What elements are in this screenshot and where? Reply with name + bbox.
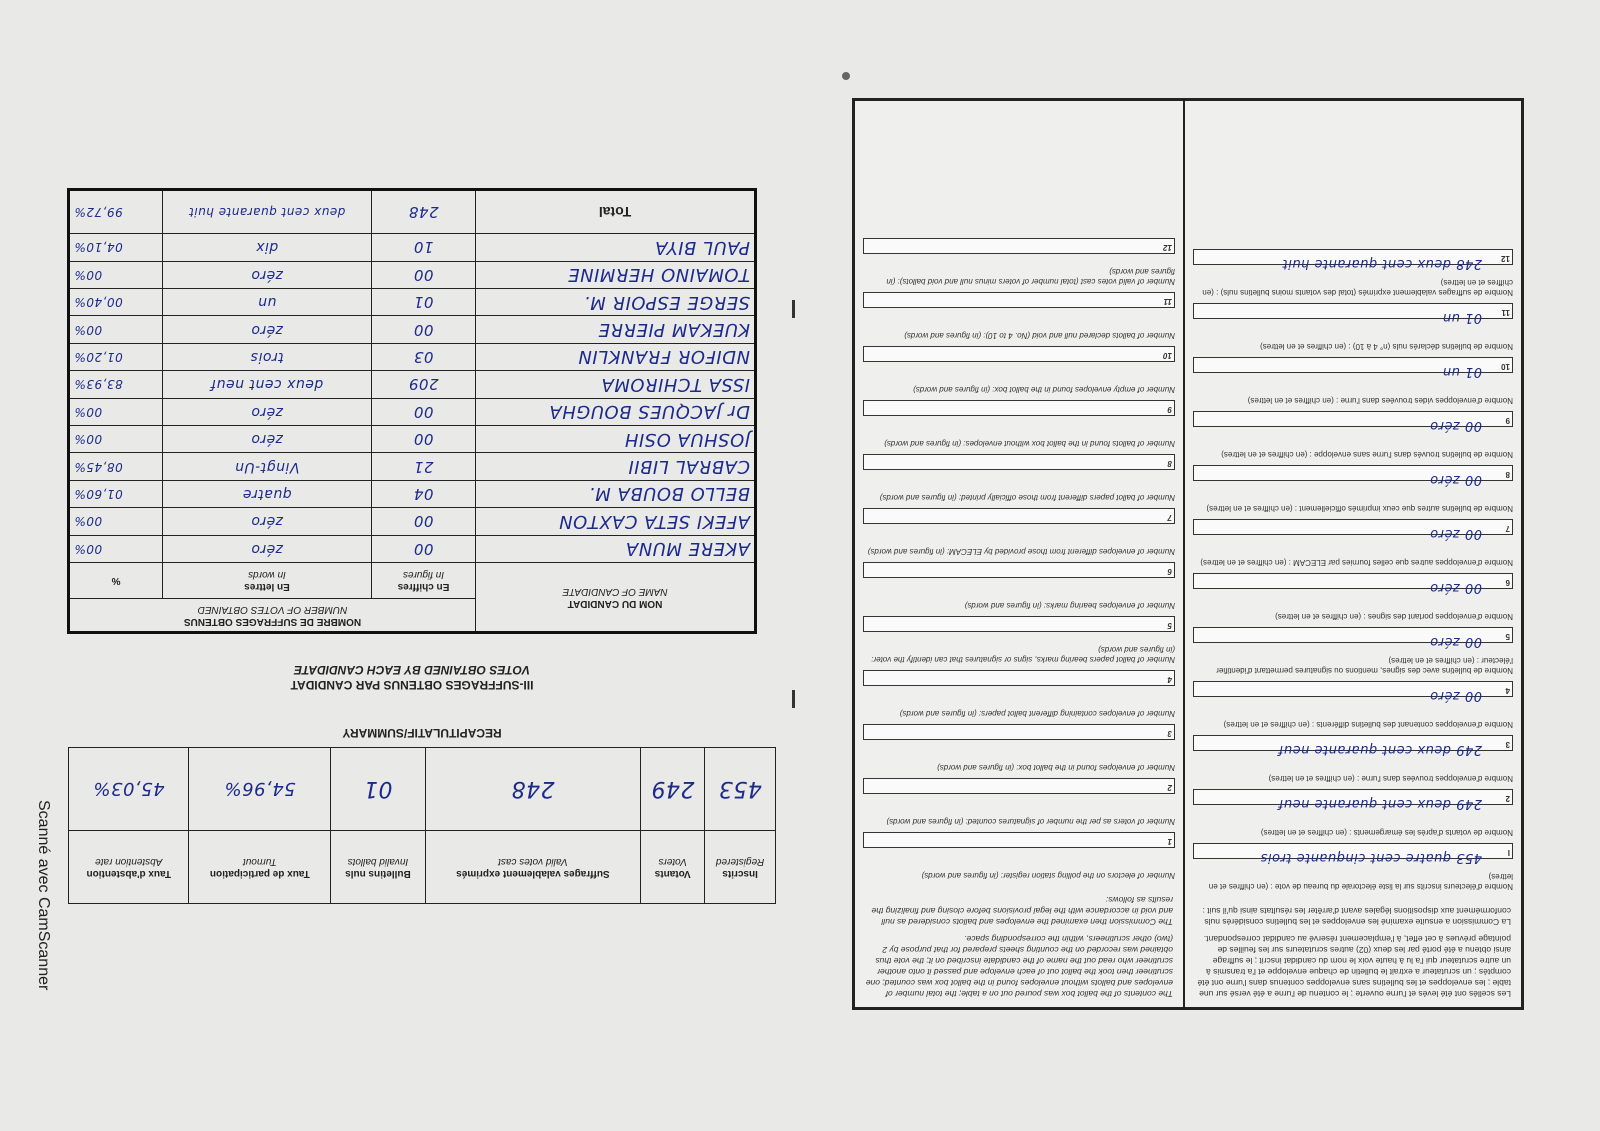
form-intro-en-p1: The contents of the ballot box was poured out on a table; the total number of envelopes and ballots without envelopes found in the ballot box was counted; one scrutineer then took the ballot out of each envelope and passed it onto another scrutineer who read out the name of the candidate inscribed on it; the vote thus obtained was recorded on the counting sheets prepared for that purpose by 2 (two) other scrutineers, within the corresponding space. [865,934,1173,999]
scan-dot [842,72,850,80]
form-item [1193,351,1513,405]
form-item-code: 5 [1505,632,1510,641]
candidates-title-en: VOTES OBTAINED BY EACH CANDIDATE [294,663,531,677]
candidate-pct: 00% [69,261,163,288]
form-item-code: 1 [1167,837,1172,846]
form-item-text: Number of voters as per the number of signatures counted: (in figures and words) [886,817,1175,826]
form-item-box [863,778,1175,794]
candidate-figures: 21 [372,453,476,480]
col-figures-header [372,563,476,599]
form-item-code: 10 [1163,351,1172,360]
form-item-box [1193,573,1513,595]
candidate-name: AKERE MUNA [476,535,756,562]
summary-header-turnout [189,831,331,904]
candidate-figures: 00 [372,535,476,562]
total-words: deux cent quarante huit [163,190,372,234]
form-item-code: 4 [1505,686,1510,695]
summary-header-fr: Taux de participation [209,868,310,879]
form-item-box [863,400,1175,416]
candidate-figures: 00 [372,508,476,535]
candidate-pct: 04,10% [69,234,163,262]
candidate-words: zéro [163,398,372,425]
table-row [69,371,756,398]
form-item [863,556,1175,610]
form-item-code: 7 [1505,524,1510,533]
candidate-name: AFEKI SETA CAXTON [476,508,756,535]
scan-mark [792,690,795,708]
table-row [69,288,756,315]
form-item-box [863,238,1175,254]
summary-value-turnout: 54,96% [189,748,331,831]
form-item-box [863,346,1175,362]
form-item-text: Nombre de bulletins déclarés nuls (n° 4 à 10) : (en chiffres et en lettres) [1260,342,1513,351]
col-letters-en: In words [248,569,286,581]
form-item-box [863,832,1175,848]
form-item-code: 12 [1501,254,1510,263]
form-item-answer: 453 quatre cent cinquante trois [1260,850,1482,865]
total-row [69,190,756,234]
table-row [69,508,756,535]
form-item-answer: 01 un [1442,310,1482,325]
form-item [863,502,1175,556]
summary-header-en: Valid votes cast [498,856,568,867]
summary-header-registered [705,831,776,904]
col-name-header [476,563,756,633]
candidate-name: NDIFOR FRANKLIN [476,343,756,370]
form-item [863,826,1175,880]
summary-header-fr: Bulletins nuls [345,868,411,879]
form-item-text: Number of electors on the polling station register: (in figures and words) [921,871,1175,880]
form-item-text: Number of ballot papers different from those officially printed: (in figures and words) [879,493,1175,502]
form-item-text: Nombre d'enveloppes autres que celles fournies par ELECAM : (en chiffres et en lettres) [1200,558,1513,567]
form-item-box [863,454,1175,470]
candidate-pct: 00% [69,508,163,535]
form-intro-fr-p2: La Commission a ensuite examiné les enveloppes et les bulletins considérés nuls conformément aux dispositions légales avant d'arrêter les résultats ainsi qu'il suit : [1202,906,1511,927]
summary-header-en: Registered [715,856,765,867]
form-item-text: Number of ballots declared null and void (No. 4 to 10): (in figures and words) [904,331,1175,340]
form-item-code: 2 [1167,783,1172,792]
form-item [863,340,1175,394]
candidate-words: deux cent neuf [163,371,372,398]
col-votes-fr: NOMBRE DE SUFFRAGES OBTENUS [183,616,362,627]
form-item-answer: 249 deux cent quarante neuf [1278,742,1482,757]
form-item [863,718,1175,772]
form-intro-fr [1185,891,1521,1007]
candidate-figures: 04 [372,480,476,507]
form-item-code: 4 [1167,675,1172,684]
form-item-code: 2 [1505,794,1510,803]
form-item-text: Nombre d'enveloppes contenant des bulletins différents : (en chiffres et en lettres) [1223,720,1513,729]
form-item [863,772,1175,826]
form-item-code: 8 [1167,459,1172,468]
table-row [69,316,756,343]
candidate-figures: 00 [372,398,476,425]
col-pct-header: % [69,563,163,599]
candidate-name: CABRAL LIBII [476,453,756,480]
form-item-code: 11 [1163,297,1172,306]
form-item [863,610,1175,664]
form-item-code: 8 [1505,470,1510,479]
form-item-code: 9 [1505,416,1510,425]
form-item-answer: 249 deux cent quarante neuf [1278,796,1482,811]
form-intro-en-p2: The Commission then examined the envelopes and ballots considered as null and void in accordance with the legal provisions before closing and finalizing the results as follows: [871,895,1173,927]
form-item-box [1193,627,1513,649]
candidate-words: zéro [163,508,372,535]
form-item-text: Number of empty envelopes found in the ballot box: (in figures and words) [913,385,1175,394]
scrutiny-form [852,98,1524,1010]
candidate-figures: 00 [372,425,476,452]
form-item-box [863,670,1175,686]
summary-value-registered: 453 [705,748,776,831]
total-figures: 248 [372,190,476,234]
form-item-text: Nombre de bulletins autres que ceux imprimés officiellement : (en chiffres et en lettres) [1206,504,1513,513]
form-item [863,394,1175,448]
form-item-code: 7 [1167,513,1172,522]
form-item-code: I [1507,848,1510,857]
summary-value-row [69,748,776,831]
summary-header-fr: Suffrages valablement exprimés [456,868,610,879]
candidate-name: SERGE ESPOIR M. [476,288,756,315]
form-item-code: 9 [1167,405,1172,414]
form-item-box [863,292,1175,308]
summary-value-valid: 248 [425,748,641,831]
table-row [69,535,756,562]
form-item-code: 3 [1167,729,1172,738]
candidate-words: Vingt-Un [163,453,372,480]
form-item-code: 6 [1505,578,1510,587]
col-letters-header [163,563,372,599]
form-item-box [1193,735,1513,757]
summary-value-invalid: 01 [331,748,425,831]
candidate-pct: 00% [69,535,163,562]
col-figures-en: In figures [402,569,445,581]
form-item-answer: 00 zéro [1429,580,1482,595]
table-row [69,261,756,288]
candidate-pct: 00% [69,316,163,343]
form-item [863,232,1175,286]
table-row [69,343,756,370]
form-item [1193,297,1513,351]
form-item-text: Number of envelopes containing different ballot papers: (in figures and words) [899,709,1175,718]
form-item-text: Number of envelopes found in the ballot box: (in figures and words) [937,763,1175,772]
camscanner-watermark: Scanné avec CamScanner [35,800,52,991]
summary-header-fr: Taux d'abstention [86,868,171,879]
candidate-figures: 00 [372,316,476,343]
form-item [1193,837,1513,891]
table-row [69,453,756,480]
candidate-pct: 08,45% [69,453,163,480]
total-pct: 99,72% [69,190,163,234]
form-intro-en [855,880,1183,1007]
col-votes-header [69,599,476,633]
candidate-figures: 10 [372,234,476,262]
total-label: Total [476,190,756,234]
form-item-text: Nombre de bulletins trouvés dans l'urne sans enveloppe : (en chiffres et en lettres) [1221,450,1513,459]
form-item-code: 12 [1163,243,1172,252]
form-item-box [1193,843,1513,865]
form-item-box [1193,789,1513,811]
form-item [863,664,1175,718]
summary-header-invalid [331,831,425,904]
summary-header-en: Abstention rate [95,856,163,867]
summary-header-valid [425,831,641,904]
form-item-text: Nombre d'enveloppes trouvées dans l'urne : (en chiffres et en lettres) [1268,774,1513,783]
form-item-answer: 00 zéro [1429,688,1482,703]
form-item-text: Nombre de suffrages valablement exprimés (total des votants moins bulletins nuls) : (en chiffres et en lettres) [1202,278,1513,297]
col-name-fr: NOM DU CANDIDAT [567,598,663,609]
summary-header-row [69,831,776,904]
form-items-en [855,232,1183,880]
table-row [69,480,756,507]
form-item [1193,783,1513,837]
candidate-figures: 01 [372,288,476,315]
form-item-box [1193,303,1513,325]
form-item-text: Nombre de votants d'après les émargements : (en chiffres et en lettres) [1260,828,1513,837]
candidate-name: JOSHUA OSIH [476,425,756,452]
form-item [863,448,1175,502]
form-column-en [855,101,1183,1007]
form-item-box [863,508,1175,524]
candidates-title [67,662,757,692]
candidate-words: zéro [163,535,372,562]
candidate-name: PAUL BIYA [476,234,756,262]
form-items-fr [1185,243,1521,891]
col-votes-en: NUMBER OF VOTES OBTAINED [197,604,348,615]
candidate-pct: 00,40% [69,288,163,315]
candidate-figures: 03 [372,343,476,370]
form-item-code: 11 [1501,308,1510,317]
candidate-words: zéro [163,316,372,343]
form-item [1193,243,1513,297]
form-item-box [1193,465,1513,487]
form-item [863,286,1175,340]
form-item-box [1193,681,1513,703]
form-item [1193,567,1513,621]
form-item-box [863,724,1175,740]
summary-header-voters [641,831,705,904]
summary-value-voters: 249 [641,748,705,831]
candidate-words: trois [163,343,372,370]
form-column-fr [1183,101,1521,1007]
candidate-name: TOMAINO HERMINE [476,261,756,288]
summary-header-en: Voters [658,856,687,867]
candidate-name: ISSA TCHIROMA [476,371,756,398]
form-item-box [1193,411,1513,433]
summary-header-en: Invalid ballots [347,856,409,867]
form-item [1193,621,1513,675]
form-item-text: Number of ballot papers bearing marks, signs or signatures that can identify the voter: (in figures and words) [871,645,1175,664]
table-row [69,398,756,425]
form-item-answer: 00 zéro [1429,418,1482,433]
candidate-pct: 83,93% [69,371,163,398]
candidate-pct: 00% [69,398,163,425]
form-item-text: Number of envelopes bearing marks: (in figures and words) [964,601,1175,610]
form-item [1193,729,1513,783]
form-item-text: Number of envelopes different from those provided by ELECAM: (in figures and words) [867,547,1175,556]
form-item-text: Nombre d'électeurs inscrits sur la liste électorale du bureau de vote : (en chiffres et en lettres) [1208,872,1513,891]
form-item [1193,459,1513,513]
form-item-text: Nombre d'enveloppes portant des signes : (en chiffres et en lettres) [1275,612,1513,621]
form-item-box [863,562,1175,578]
candidate-words: un [163,288,372,315]
scan-mark [792,300,795,318]
candidate-pct: 00% [69,425,163,452]
form-item-code: 6 [1167,567,1172,576]
candidate-figures: 209 [372,371,476,398]
summary-section [68,726,776,904]
form-item-box [1193,519,1513,541]
candidate-name: Dr JACQUES BOUGHA [476,398,756,425]
form-item-text: Number of ballots found in the ballot box without envelopes: (in figures and words) [884,439,1175,448]
form-item-answer: 00 zéro [1429,472,1482,487]
candidate-words: dix [163,234,372,262]
form-item-code: 5 [1167,621,1172,630]
form-item [1193,405,1513,459]
candidates-table [67,188,757,634]
col-name-en: NAME OF CANDIDATE [562,586,668,597]
form-item-answer: 00 zéro [1429,526,1482,541]
form-item-box [1193,357,1513,379]
summary-title: RECAPITULATIF/SUMMARY [342,726,502,740]
form-item-answer: 00 zéro [1429,634,1482,649]
summary-header-fr: Inscrits [722,868,758,879]
candidate-figures: 00 [372,261,476,288]
form-item-answer: 01 un [1442,364,1482,379]
candidate-name: KUEKAM PIERRE [476,316,756,343]
summary-header-abstention [69,831,190,904]
candidate-words: zéro [163,261,372,288]
form-item-text: Nombre de bulletins avec des signes, mentions ou signatures permettant d'identifier l'électeur : (en chiffres et en lettres) [1216,656,1513,675]
form-item-code: 3 [1505,740,1510,749]
candidate-words: quatre [163,480,372,507]
form-item [1193,513,1513,567]
form-item-text: Number of valid votes cast (total number of voters minus null and void ballots): (in figures and words) [886,267,1175,286]
candidates-section [67,188,757,692]
form-item-text: Nombre d'enveloppes vides trouvées dans l'urne : (en chiffres et en lettres) [1247,396,1513,405]
form-item-box [1193,249,1513,271]
summary-table [68,747,776,904]
form-item-answer: 248 deux cent quarante huit [1282,256,1482,271]
candidate-name: BELLO BOUBA M. [476,480,756,507]
summary-value-abstention: 45,03% [69,748,190,831]
candidates-title-fr: III-SUFFRAGES OBTENUS PAR CANDIDAT [290,678,534,692]
candidate-words: zéro [163,425,372,452]
form-item-code: 10 [1501,362,1510,371]
summary-header-en: Turnout [242,856,277,867]
table-row [69,234,756,262]
table-row [69,425,756,452]
form-item-box [863,616,1175,632]
candidate-pct: 01,20% [69,343,163,370]
candidate-pct: 01,60% [69,480,163,507]
col-figures-fr: En chiffres [397,581,450,593]
form-item [1193,675,1513,729]
form-intro-fr-p1: Les scellés ont été levés et l'urne ouverte ; le contenu de l'urne a été versé sur une table ; les enveloppes et les bulletins sans enveloppes contenus dans l'urne ont été comptés ; un scrutateur a extrait le bulletin de chaque enveloppe et l'a transmis à un autre scrutateur qui l'a lu à haute voix le nom du candidat inscrit ; le suffrage ainsi obtenu a été porté par les deux (02) autres scrutateurs sur les feuilles de pointage prévues à cet effet, à l'emplacement réservé au candidat correspondant. [1197,934,1511,999]
summary-header-fr: Votants [654,868,691,879]
col-letters-fr: En lettres [244,581,290,593]
